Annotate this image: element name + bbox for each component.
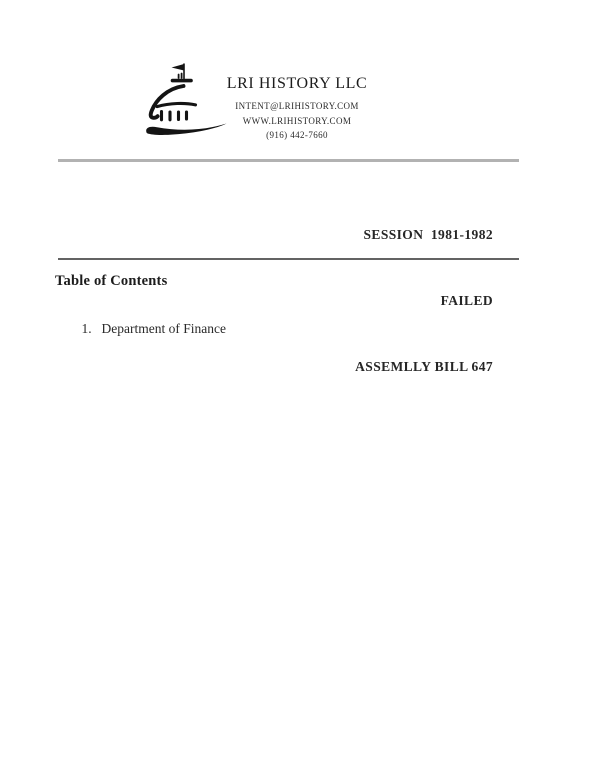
contact-website: WWW.LRIHISTORY.COM: [242, 115, 352, 126]
divider-bottom: [58, 258, 519, 260]
toc-entry-title: Department of Finance: [101, 321, 226, 336]
contact-email: INTENT@LRIHISTORY.COM: [235, 101, 359, 111]
letterhead: [197, 75, 397, 143]
toc-entry-number: 1.: [81, 321, 92, 336]
divider-top: [58, 159, 519, 162]
toc-heading: Table of Contents: [55, 273, 168, 289]
status-line: FAILED: [440, 293, 493, 308]
bill-header: [355, 180, 493, 422]
toc-entry: [68, 305, 226, 353]
company-name: LRI HISTORY LLC: [226, 75, 368, 92]
bill-number-line: ASSEMLLY BILL 647: [355, 359, 493, 374]
contact-phone: (916) 442-7660: [266, 130, 328, 140]
session-line: SESSION 1981-1982: [363, 227, 493, 242]
